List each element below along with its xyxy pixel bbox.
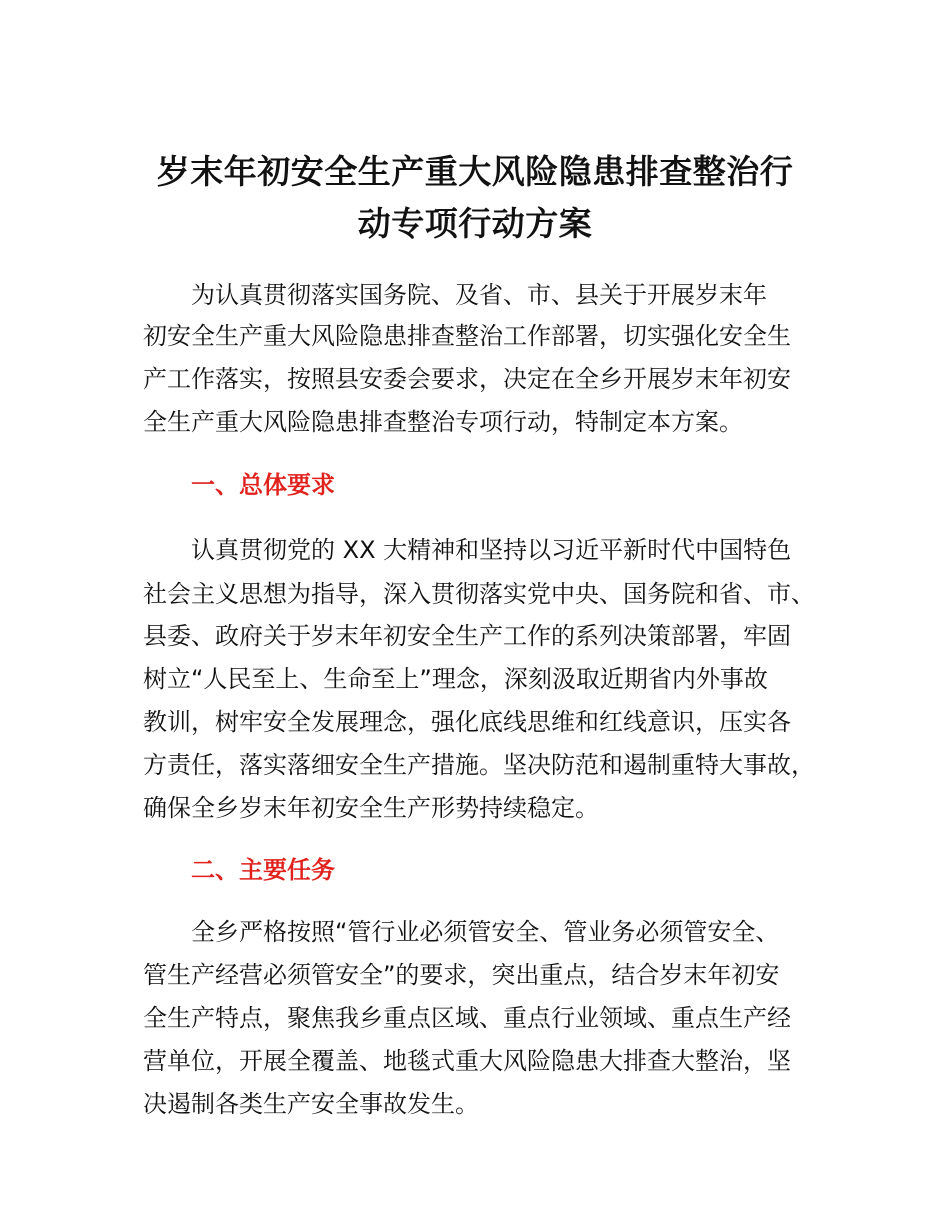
intro-line: 初安全生产重大风险隐患排查整治工作部署，切实强化安全生 <box>143 322 791 350</box>
section1-line: 社会主义思想为指导，深入贯彻落实党中央、国务院和省、市、 <box>143 580 815 608</box>
document-title-line-2: 动专项行动方案 <box>357 204 593 243</box>
section2-line: 营单位，开展全覆盖、地毯式重大风险隐患大排查大整治，坚 <box>143 1047 791 1075</box>
section2-line: 决遏制各类生产安全事故发生。 <box>143 1090 479 1118</box>
section1-line: 确保全乡岁末年初安全生产形势持续稳定。 <box>143 794 599 822</box>
section-heading-main-tasks: 二、主要任务 <box>191 856 335 884</box>
document-title-line-1: 岁末年初安全生产重大风险隐患排查整治行 <box>156 152 794 191</box>
section2-line: 全生产特点，聚焦我乡重点区域、重点行业领域、重点生产经 <box>143 1004 791 1032</box>
section2-line: 管生产经营必须管安全”的要求，突出重点，结合岁末年初安 <box>143 961 780 989</box>
section1-line: 县委、政府关于岁末年初安全生产工作的系列决策部署，牢固 <box>143 622 791 650</box>
intro-line: 为认真贯彻落实国务院、及省、市、县关于开展岁末年 <box>191 281 767 309</box>
section1-line: 方责任，落实落细安全生产措施。坚决防范和遏制重特大事故， <box>143 751 815 779</box>
intro-line: 全生产重大风险隐患排查整治专项行动，特制定本方案。 <box>143 408 743 436</box>
section1-line: 认真贯彻党的 XX 大精神和坚持以习近平新时代中国特色 <box>191 536 792 564</box>
intro-line: 产工作落实，按照县安委会要求，决定在全乡开展岁末年初安 <box>143 365 791 393</box>
section1-line: 教训，树牢安全发展理念，强化底线思维和红线意识，压实各 <box>143 708 791 736</box>
section1-line: 树立“人民至上、生命至上”理念，深刻汲取近期省内外事故 <box>143 665 768 693</box>
section-heading-overall-requirements: 一、总体要求 <box>191 471 335 499</box>
section2-line: 全乡严格按照“管行业必须管安全、管业务必须管安全、 <box>191 918 780 946</box>
